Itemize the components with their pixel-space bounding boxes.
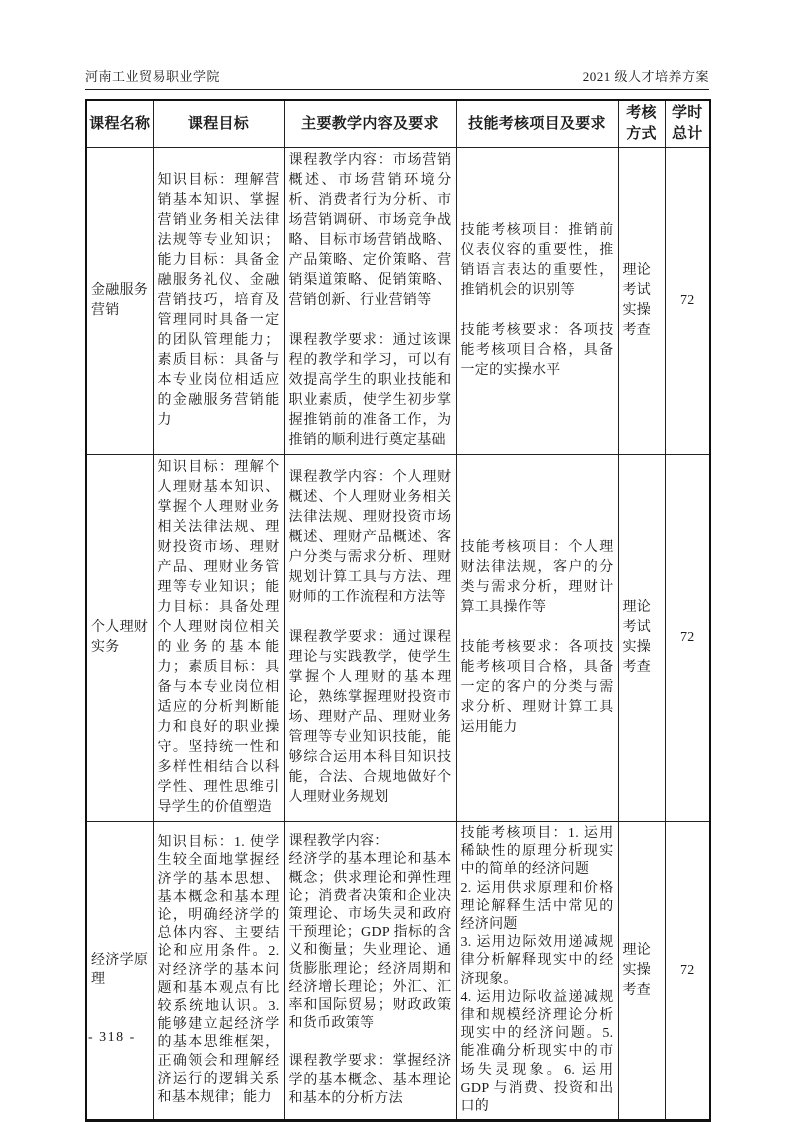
table-row-personal-finance-practice	[86, 455, 710, 822]
assessment-items-paragraph: 技能考核项目：个人理财法律法规，客户的分类与需求分析，理财计算工具操作等	[460, 540, 614, 615]
course-name-cell: 个人理财实务	[86, 455, 153, 822]
header-program-title: 2021 级人才培养方案	[582, 69, 709, 84]
objectives-paragraph: 知识目标：理解营销基本知识、掌握营销业务相关法律法规等专业知识；能力目标：具备金融服务礼仪、金融营销技巧，培育及管理同时具备一定的团队管理能力；素质目标：具备与本专业岗位相适应的金融服务营销能力	[157, 173, 280, 428]
skill-assessment-cell	[456, 148, 618, 455]
column-header-course-name: 课程名称	[86, 100, 153, 148]
page-number: - 318 -	[88, 1030, 136, 1045]
assessment-requirement-paragraph: 技能考核要求：各项技能考核项目合格，具备一定的客户的分类与需求分析、理财计算工具运用能力	[460, 640, 614, 735]
assessment-item-3-paragraph: 3. 运用边际效用递减规律分析解释现实中的经济现象。	[460, 935, 614, 987]
assessment-method-cell: 理论实操考查	[618, 822, 665, 1121]
total-hours-cell: 72	[665, 822, 710, 1121]
assessment-item-1-paragraph: 技能考核项目：1. 运用稀缺性的原理分析现实中的简单的经济问题	[460, 826, 614, 878]
teaching-requirement-paragraph: 课程教学要求：通过该课程的教学和学习，可以有效提高学生的职业技能和职业素质，使学生初步掌握推销前的准备工作，为推销的顺利进行奠定基础	[288, 333, 452, 448]
assessment-requirement-paragraph: 技能考核要求：各项技能考核项目合格，具备一定的实操水平	[460, 323, 614, 378]
objectives-paragraph: 知识目标：1. 使学生较全面地掌握经济学的基本思想、基本概念和基本理论，明确经济学的总体内容、主要结论和应用条件。2. 对经济学的基本问题和基本观点有比较系统地认识。3. 能够建立起经济学的基本思维框架，正确领会和理解经济运行的逻辑关系和基本规律；能力	[157, 835, 280, 1105]
assessment-items-paragraph: 技能考核项目：推销前仪表仪容的重要性，推销语言表达的重要性，推销机会的识别等	[460, 223, 614, 298]
header-rule	[85, 89, 709, 90]
table-header-row	[86, 100, 710, 148]
teaching-content-label-paragraph: 课程教学内容：	[288, 834, 389, 850]
assessment-item-2-paragraph: 2. 运用供求原理和价格理论解释生活中常见的经济问题	[460, 880, 614, 933]
course-name-cell: 经济学原理	[86, 822, 153, 1121]
table-row-principles-of-economics	[86, 822, 710, 1121]
assessment-item-4-paragraph: 4. 运用边际收益递减规律和规模经济理论分析现实中的经济问题。5. 能准确分析现实中的市场失灵现象。6. 运用 GDP 与消费、投资和出口的	[460, 989, 614, 1115]
total-hours-cell: 72	[665, 455, 710, 822]
teaching-content-cell	[284, 455, 456, 822]
teaching-content-cell	[284, 822, 456, 1121]
column-header-objectives: 课程目标	[153, 100, 284, 148]
column-header-total-hours: 学时总计	[665, 100, 710, 148]
teaching-requirement-paragraph: 课程教学要求：通过课程理论与实践教学，使学生掌握个人理财的基本理论，熟练掌握理财投资市场、理财产品、理财业务管理等专业知识技能，能够综合运用本科目知识技能，合法、合规地做好个人理财业务规划	[288, 630, 452, 805]
table-row-financial-services-marketing	[86, 148, 710, 455]
column-header-teaching-content: 主要教学内容及要求	[284, 100, 456, 148]
teaching-content-paragraph: 课程教学内容：个人理财概述、个人理财业务相关法律法规、理财投资市场概述、理财产品概述、客户分类与需求分析、理财规划计算工具与方法、理财师的工作流程和方法等	[288, 470, 452, 605]
course-name-cell: 金融服务营销	[86, 148, 153, 455]
assessment-method-cell: 理论考试实操考查	[618, 148, 665, 455]
course-plan-table	[85, 99, 711, 1122]
skill-assessment-cell	[456, 822, 618, 1121]
course-objectives-cell	[153, 455, 284, 822]
assessment-method-cell: 理论考试实操考查	[618, 455, 665, 822]
teaching-content-paragraph: 经济学的基本理论和基本概念；供求理论和弹性理论；消费者决策和企业决策理论、市场失灵和政府干预理论；GDP 指标的含义和衡量；失业理论、通货膨胀理论；经济周期和经济增长理论；外汇、汇率和国际贸易；财政政策和货币政策等	[288, 852, 452, 1032]
column-header-assessment-method: 考核方式	[618, 100, 665, 148]
course-objectives-cell	[153, 148, 284, 455]
total-hours-cell: 72	[665, 148, 710, 455]
header-school-name: 河南工业贸易职业学院	[85, 69, 221, 84]
course-objectives-cell	[153, 822, 284, 1121]
teaching-content-paragraph: 课程教学内容：市场营销概述、市场营销环境分析、消费者行为分析、市场营销调研、市场竞争战略、目标市场营销战略、产品策略、定价策略、营销渠道策略、促销策略、营销创新、行业营销等	[288, 153, 452, 308]
teaching-requirement-paragraph: 课程教学要求：掌握经济学的基本概念、基本理论和基本的分析方法	[288, 1054, 452, 1106]
teaching-content-cell	[284, 148, 456, 455]
page-header	[85, 66, 709, 85]
column-header-skill-assessment: 技能考核项目及要求	[456, 100, 618, 148]
skill-assessment-cell	[456, 455, 618, 822]
objectives-paragraph: 知识目标：理解个人理财基本知识、掌握个人理财业务相关法律法规、理财投资市场、理财产品、理财业务管理等专业知识；能力目标：具备处理个人理财岗位相关的业务的基本能力；素质目标：具备与本专业岗位相适应的分析判断能力和良好的职业操守。坚持统一性和多样性相结合以科学性、理性思维引导学生的价值塑造	[157, 460, 280, 815]
